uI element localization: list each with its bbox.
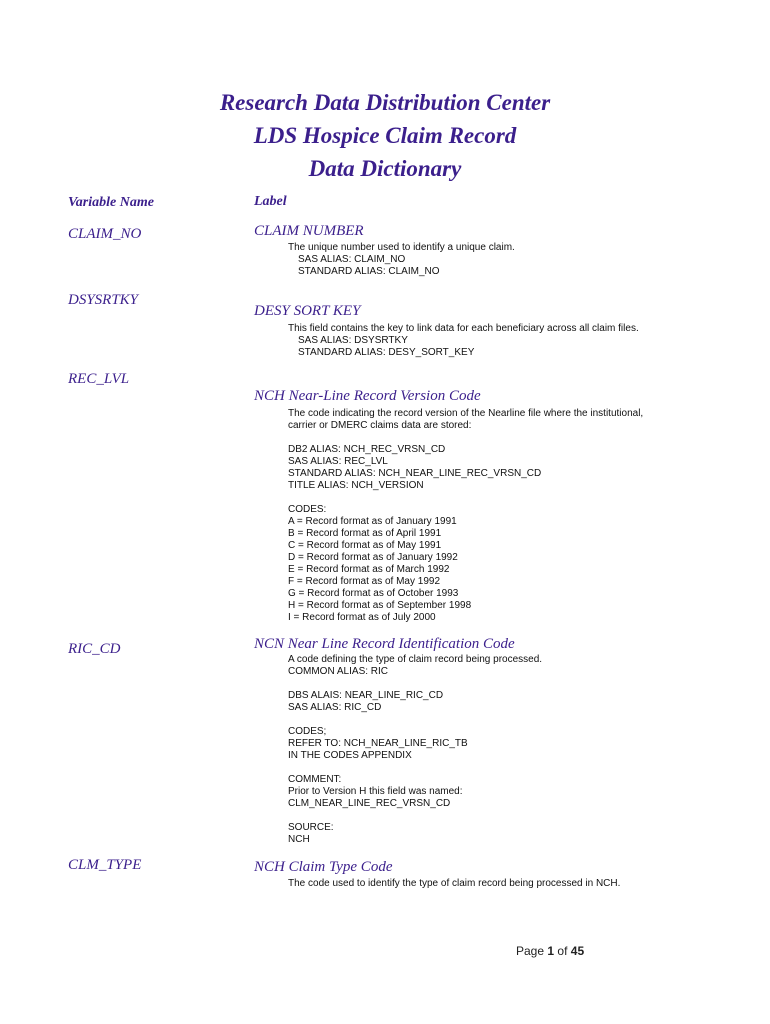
description-line: STANDARD ALIAS: CLAIM_NO	[298, 266, 440, 277]
description-line: CLM_NEAR_LINE_REC_VRSN_CD	[288, 798, 451, 809]
description-line: carrier or DMERC claims data are stored:	[288, 420, 472, 431]
column-header-variable-name: Variable Name	[68, 195, 154, 210]
description-line: SAS ALIAS: CLAIM_NO	[298, 254, 406, 265]
description-line: COMMON ALIAS: RIC	[288, 666, 389, 677]
description-line: CODES:	[288, 504, 327, 515]
description-line: This field contains the key to link data for each beneficiary across all claim files.	[288, 323, 639, 334]
description-line: A code defining the type of claim record being processed.	[288, 654, 543, 665]
description-line: DB2 ALIAS: NCH_REC_VRSN_CD	[288, 444, 446, 455]
description-line: The code used to identify the type of claim record being processed in NCH.	[288, 878, 621, 889]
page-number-footer	[516, 944, 584, 958]
page-word: Page	[516, 944, 545, 958]
description-line: DBS ALAIS: NEAR_LINE_RIC_CD	[288, 690, 444, 701]
description-line	[288, 678, 688, 690]
description-line: SAS ALIAS: RIC_CD	[288, 702, 382, 713]
description-line: IN THE CODES APPENDIX	[288, 750, 412, 761]
description-line: COMMENT:	[288, 774, 342, 785]
label-claim-number: CLAIM NUMBER	[254, 223, 364, 239]
description-line: A = Record format as of January 1991	[288, 516, 457, 527]
description-line	[288, 714, 688, 726]
current-page-number: 1	[547, 944, 555, 958]
label-desy-sort-key: DESY SORT KEY	[254, 303, 361, 319]
description-line: CODES;	[288, 726, 327, 737]
description-line: STANDARD ALIAS: NCH_NEAR_LINE_REC_VRSN_CD	[288, 468, 542, 479]
column-header-label: Label	[254, 194, 287, 209]
document-title-line-3: Data Dictionary	[308, 156, 462, 181]
description-line: I = Record format as of July 2000	[288, 612, 436, 623]
description-line: H = Record format as of September 1998	[288, 600, 472, 611]
description-line: E = Record format as of March 1992	[288, 564, 450, 575]
description-line: STANDARD ALIAS: DESY_SORT_KEY	[298, 347, 475, 358]
description-line: B = Record format as of April 1991	[288, 528, 442, 539]
variable-name-rec-lvl: REC_LVL	[68, 371, 130, 387]
label-claim-type-code: NCH Claim Type Code	[254, 859, 393, 875]
variable-name-ric-cd: RIC_CD	[68, 641, 121, 657]
description-line: The unique number used to identify a unique claim.	[288, 242, 515, 253]
description-ric-cd	[288, 654, 688, 846]
description-line	[288, 432, 688, 444]
description-line: REFER TO: NCH_NEAR_LINE_RIC_TB	[288, 738, 468, 749]
description-line: SAS ALIAS: DSYSRTKY	[298, 335, 408, 346]
description-line: C = Record format as of May 1991	[288, 540, 442, 551]
label-near-line-record-version-code: NCH Near-Line Record Version Code	[254, 388, 481, 404]
description-line: SOURCE:	[288, 822, 334, 833]
document-title-line-1: Research Data Distribution Center	[219, 90, 551, 115]
description-dsysrtky	[288, 323, 688, 359]
total-page-count: 45	[570, 944, 585, 958]
description-claim-no	[288, 242, 688, 278]
variable-name-dsysrtky: DSYSRTKY	[68, 292, 139, 308]
description-line: SAS ALIAS: REC_LVL	[288, 456, 388, 467]
description-line: NCH	[288, 834, 310, 845]
description-line: TITLE ALIAS: NCH_VERSION	[288, 480, 424, 491]
description-line: Prior to Version H this field was named:	[288, 786, 463, 797]
description-line	[288, 492, 688, 504]
description-line	[288, 810, 688, 822]
description-line: D = Record format as of January 1992	[288, 552, 458, 563]
variable-name-clm-type: CLM_TYPE	[68, 857, 142, 873]
description-line: F = Record format as of May 1992	[288, 576, 441, 587]
description-line: The code indicating the record version of the Nearline file where the institutional,	[288, 408, 644, 419]
description-rec-lvl	[288, 408, 688, 624]
variable-name-claim-no: CLAIM_NO	[68, 226, 142, 242]
of-word: of	[557, 944, 568, 958]
description-line: G = Record format as of October 1993	[288, 588, 459, 599]
document-title-line-2: LDS Hospice Claim Record	[253, 123, 517, 148]
description-line	[288, 762, 688, 774]
description-clm-type	[288, 878, 688, 890]
label-near-line-record-identification-code: NCN Near Line Record Identification Code	[254, 636, 515, 652]
